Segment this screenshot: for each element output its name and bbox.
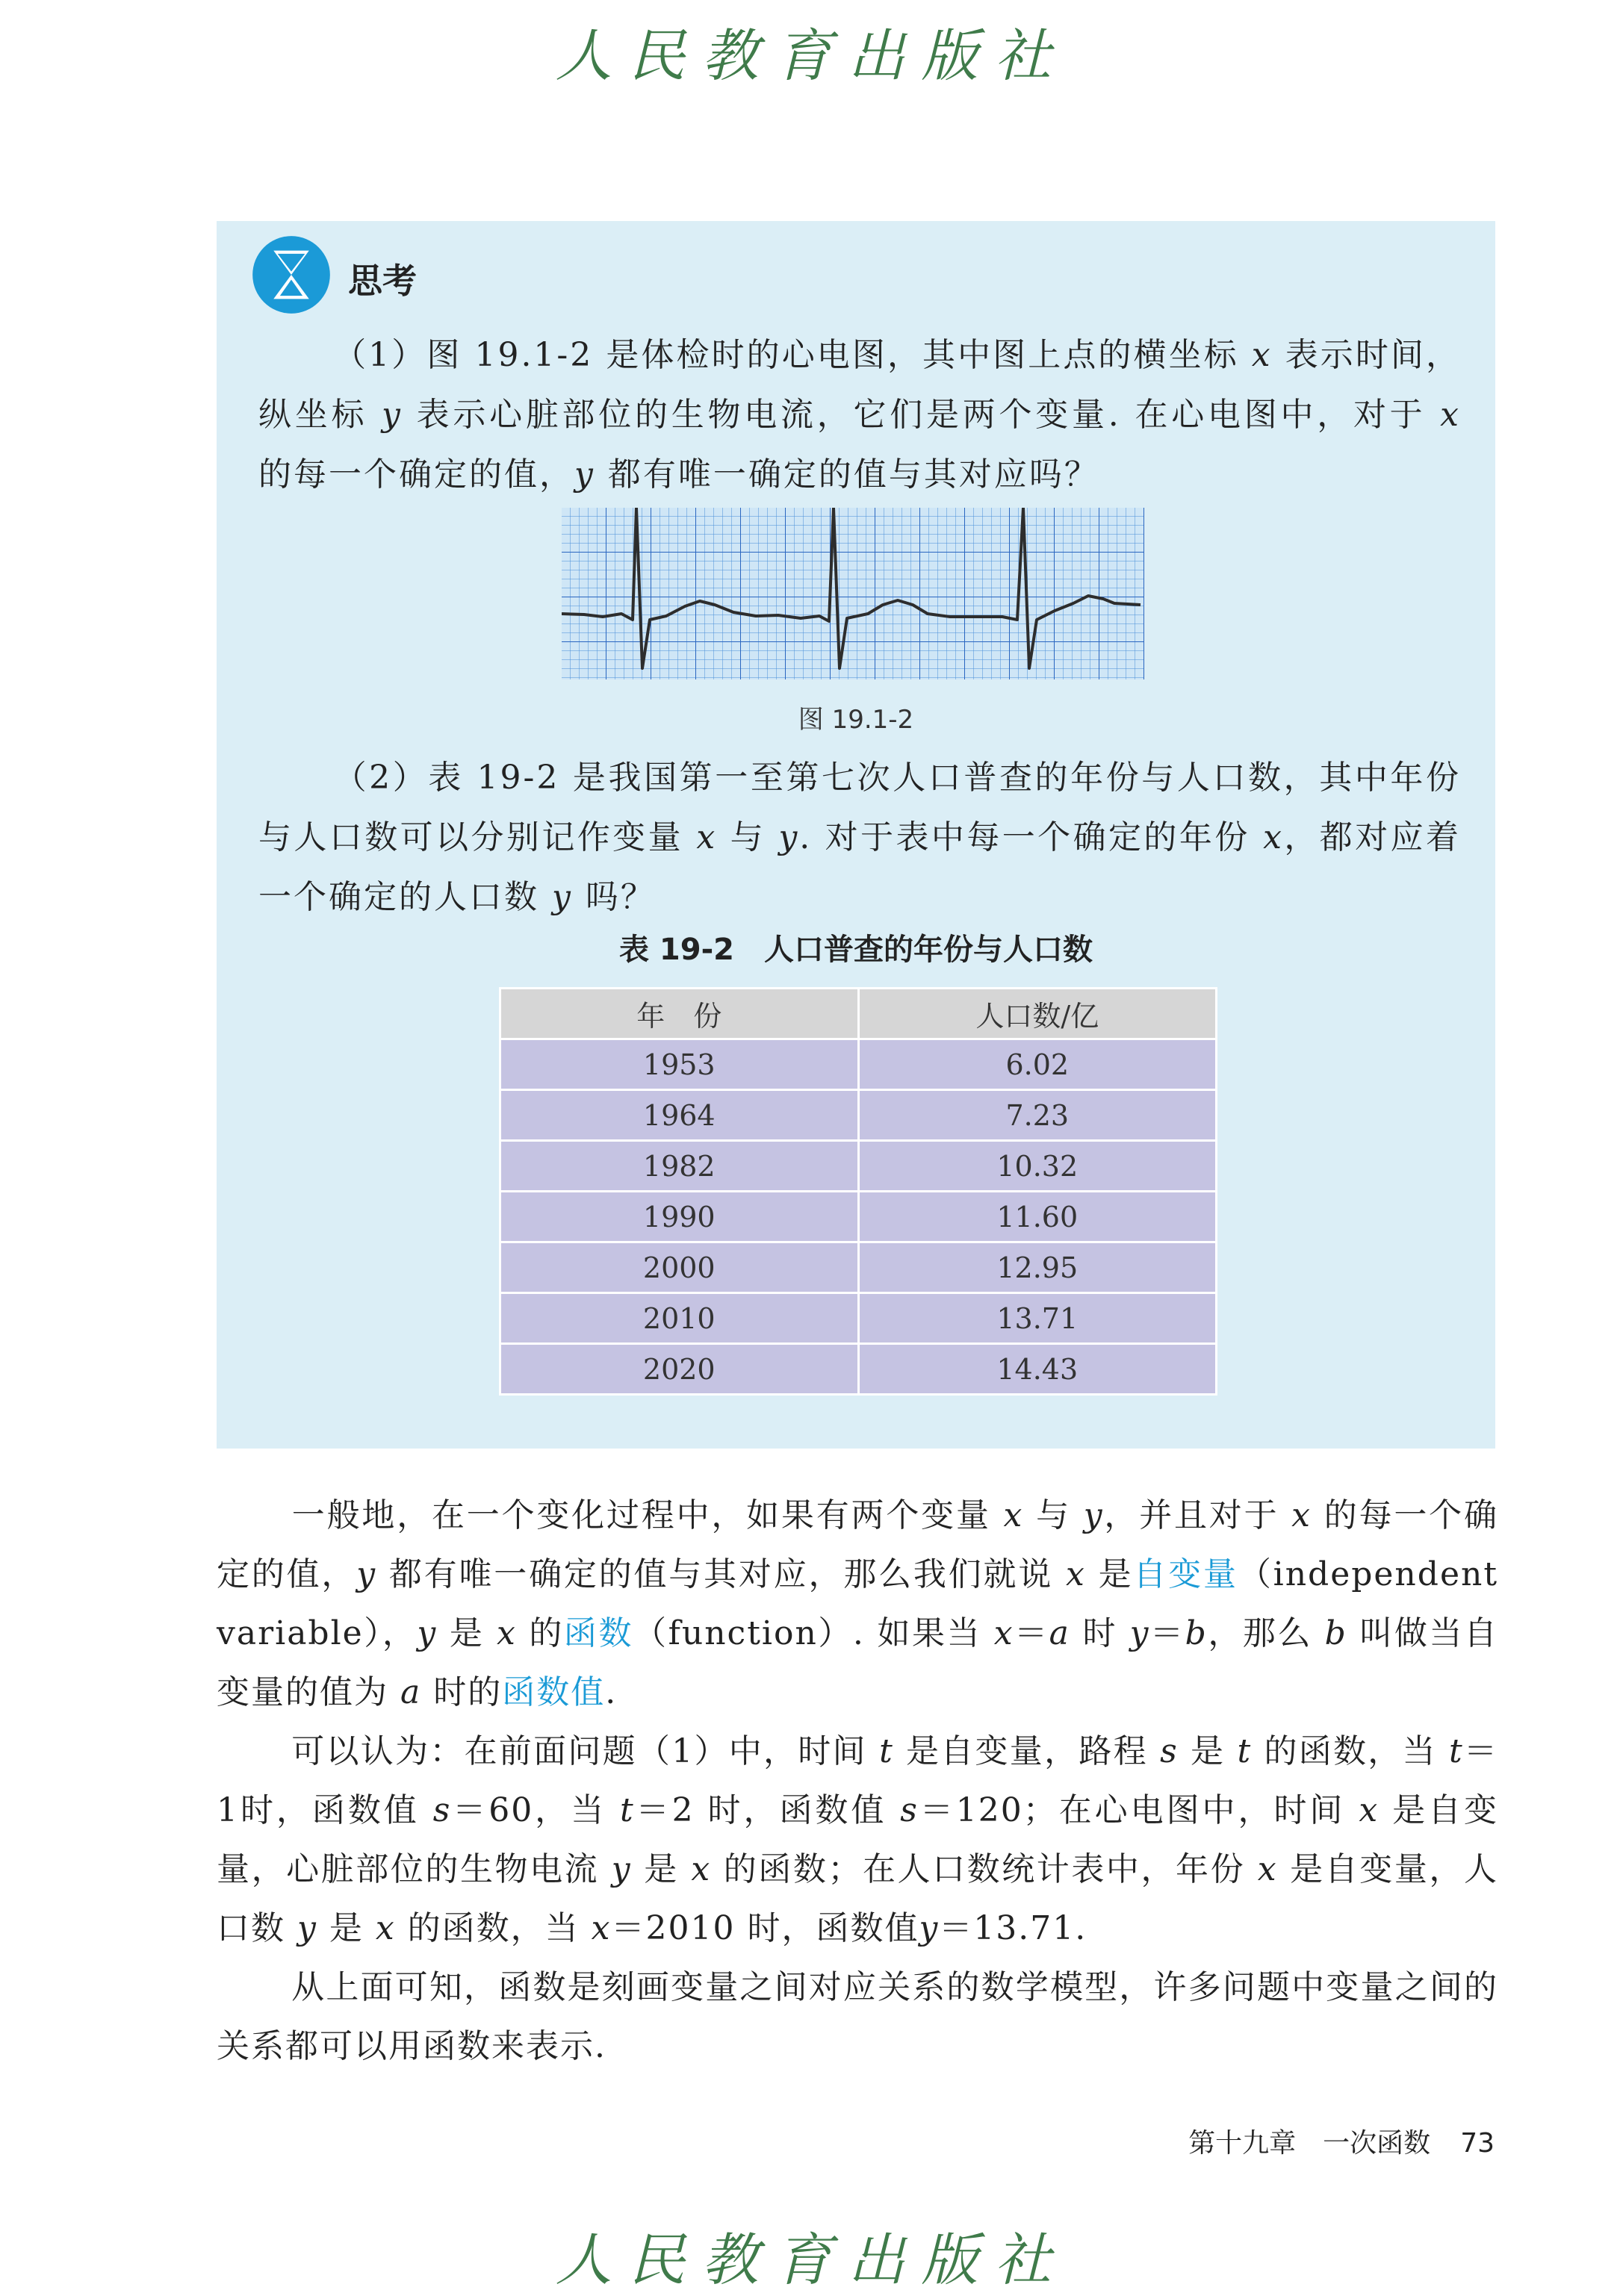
- year-cell: 2010: [500, 1293, 859, 1344]
- definition-paragraph: 一般地，在一个变化过程中，如果有两个变量 x 与 y，并且对于 x 的每一个确定的值，y 都有唯一确定的值与其对应，那么我们就说 x 是自变量（independent variable），y 是 x 的函数（function）. 如果当 x＝a 时 y＝b，那么 b 叫做当自变量的值为 a 时的函数值.: [217, 1496, 1498, 1711]
- table-number: 表 19-2: [618, 933, 735, 967]
- figure-caption: 图 19.1-2: [798, 705, 914, 735]
- chapter-title: 第十九章 一次函数: [1188, 2128, 1431, 2159]
- q2-number: （2）: [333, 759, 429, 797]
- year-cell: 1990: [500, 1192, 859, 1242]
- hourglass-icon: [251, 234, 332, 315]
- population-cell: 10.32: [858, 1141, 1217, 1192]
- population-cell: 14.43: [858, 1344, 1217, 1395]
- table-row: [500, 1192, 1217, 1242]
- publisher-logo-header: 人民教育出版社: [555, 22, 1068, 89]
- header-year: 年 份: [500, 989, 859, 1039]
- year-cell: 1953: [500, 1039, 859, 1090]
- census-table: [499, 987, 1217, 1396]
- term-function: 函数: [563, 1614, 634, 1652]
- question-2: （2）表 19-2 是我国第一至第七次人口普查的年份与人口数，其中年份与人口数可以分别记作变量 x 与 y. 对于表中每一个确定的年份 x，都对应着一个确定的人口数 y 吗？: [258, 759, 1461, 916]
- table-header-row: [500, 989, 1217, 1039]
- table-caption: 人口普查的年份与人口数: [764, 933, 1093, 967]
- page-number: 73: [1460, 2128, 1495, 2159]
- table-row: [500, 1344, 1217, 1395]
- think-box: [217, 221, 1495, 1449]
- think-title: 思考: [348, 261, 417, 301]
- question-1: （1）图 19.1-2 是体检时的心电图，其中图上点的横坐标 x 表示时间，纵坐标 y 表示心脏部位的生物电流，它们是两个变量. 在心电图中，对于 x 的每一个确定的值，y 都有唯一确定的值与其对应吗？: [258, 336, 1461, 494]
- year-cell: 2020: [500, 1344, 859, 1395]
- term-independent-variable: 自变量: [1133, 1555, 1238, 1593]
- population-cell: 12.95: [858, 1242, 1217, 1293]
- year-cell: 2000: [500, 1242, 859, 1293]
- population-cell: 6.02: [858, 1039, 1217, 1090]
- q1-number: （1）: [333, 336, 427, 374]
- publisher-logo-footer: 人民教育出版社: [555, 2227, 1068, 2293]
- header-population: 人口数/亿: [858, 989, 1217, 1039]
- examples-paragraph: 可以认为：在前面问题（1）中，时间 t 是自变量，路程 s 是 t 的函数，当 t＝1时，函数值 s＝60，当 t＝2 时，函数值 s＝120；在心电图中，时间 x 是自变量，心脏部位的生物电流 y 是 x 的函数；在人口数统计表中，年份 x 是自变量，人口数 y 是 x 的函数，当 x＝2010 时，函数值y＝13.71.: [217, 1732, 1498, 1947]
- table-row: [500, 1242, 1217, 1293]
- table-row: [500, 1293, 1217, 1344]
- ecg-figure: [562, 508, 1144, 679]
- population-cell: 13.71: [858, 1293, 1217, 1344]
- year-cell: 1964: [500, 1090, 859, 1141]
- conclusion-paragraph: 从上面可知，函数是刻画变量之间对应关系的数学模型，许多问题中变量之间的关系都可以用函数来表示.: [217, 1968, 1498, 2065]
- page-footer: [1188, 2122, 1495, 2160]
- table-row: [500, 1141, 1217, 1192]
- term-function-value: 函数值: [502, 1673, 606, 1711]
- year-cell: 1982: [500, 1141, 859, 1192]
- table-row: [500, 1039, 1217, 1090]
- population-cell: 7.23: [858, 1090, 1217, 1141]
- table-title: [217, 926, 1495, 968]
- table-row: [500, 1090, 1217, 1141]
- population-cell: 11.60: [858, 1192, 1217, 1242]
